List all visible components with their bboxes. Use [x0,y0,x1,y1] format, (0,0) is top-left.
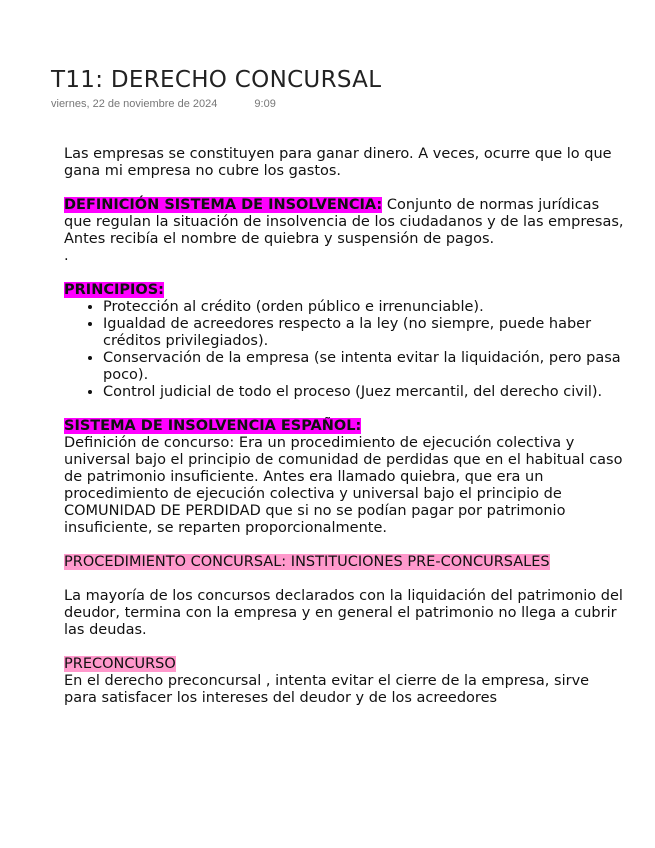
principios-title [64,282,624,299]
procedimiento-text: La mayoría de los concursos declarados con la liquidación del patrimonio del deudor, termina con la empresa y en general el patrimonio no llega a cubrir las deudas. [64,588,623,638]
page-time: 9:09 [254,98,276,110]
definicion-text: Conjunto de normas jurídicas que regulan la situación de insolvencia de los ciudadanos y de las empresas, Antes recibía el nombre de quiebra y suspensión de pagos. [64,197,624,247]
definicion-paragraph [64,197,624,248]
list-item: • Protección al crédito (orden público e irrenunciable). [103,299,624,316]
definicion-dot: . [64,248,69,264]
preconcurso-text: En el derecho preconcursal , intenta evitar el cierre de la empresa, sirve para satisfacer los intereses del deudor y de los acreedores [64,673,590,706]
sistema-heading: SISTEMA DE INSOLVENCIA ESPAÑOL: [64,418,362,434]
page-date: viernes, 22 de noviembre de 2024 [51,98,218,110]
page-meta [51,98,276,110]
principios-heading: PRINCIPIOS: [64,282,164,298]
list-item: • Control judicial de todo el proceso (Juez mercantil, del derecho civil). [103,384,624,401]
sistema-text: Definición de concurso: Era un procedimiento de ejecución colectiva y universal bajo el principio de comunidad de perdidas que en el habitual caso de patrimonio insuficiente. Antes era llamado quiebra, que era un procedimiento de ejecución colectiva y universal bajo el principio de COMUNIDAD DE PERDIDAD que si no se podían pagar por patrimonio insuficiente, se reparten proporcionalmente. [64,435,623,536]
definicion-heading: DEFINICIÓN SISTEMA DE INSOLVENCIA: [64,197,383,213]
principios-list [64,299,624,401]
preconcurso-clip [64,673,624,721]
page-title: T11: DERECHO CONCURSAL [51,67,382,93]
preconcurso-title [64,656,624,673]
preconcurso-heading: PRECONCURSO [64,656,176,672]
intro-paragraph: Las empresas se constituyen para ganar dinero. A veces, ocurre que lo que gana mi empresa no cubre los gastos. [64,146,612,179]
procedimiento-heading: PROCEDIMIENTO CONCURSAL: INSTITUCIONES PRE-CONCURSALES [64,554,550,570]
note-content [64,146,624,721]
list-item: • Igualdad de acreedores respecto a la ley (no siempre, puede haber créditos privilegiados). [103,316,624,350]
sistema-title [64,418,624,435]
procedimiento-title [64,554,624,571]
list-item: • Conservación de la empresa (se intenta evitar la liquidación, pero pasa poco). [103,350,624,384]
